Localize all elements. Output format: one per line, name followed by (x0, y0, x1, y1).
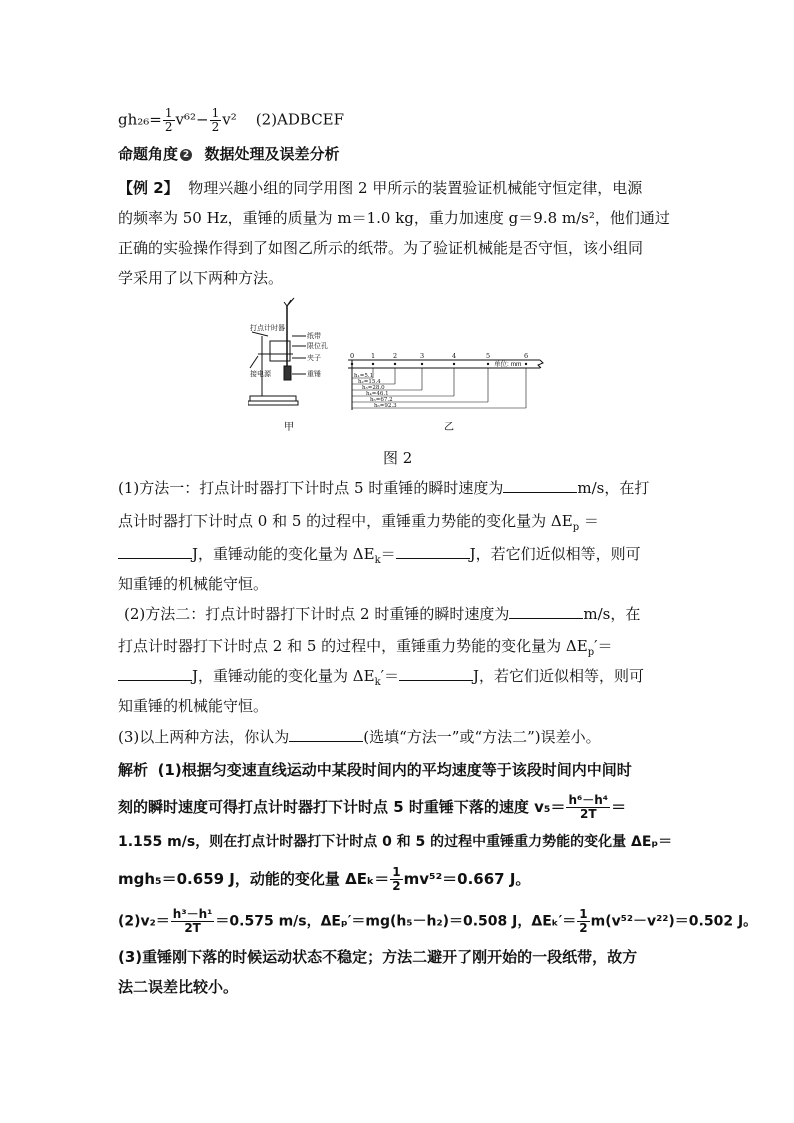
example-line-2: 的频率为 50 Hz，重锤的质量为 m＝1.0 kg，重力加速度 g＝9.8 m/s²，他们通过 (118, 209, 670, 227)
power-lead (250, 356, 258, 368)
tape-point-label: 5 (486, 352, 491, 360)
q2-line-1: (2)方法二：打点计时器打下计时点 2 时重锤的瞬时速度为 m/s，在 (124, 605, 641, 623)
label-tape: 纸带 (307, 333, 321, 340)
tape-point-label: 6 (524, 352, 529, 360)
label-hole: 限位孔 (307, 343, 328, 350)
tape-top (284, 298, 294, 306)
solution-line-2: 刻的瞬时速度可得打点计时器打下计时点 5 时重锤下落的速度 v₅＝ $\frac{\text{h⁶－h⁴}}{2T}$ ＝ (118, 793, 627, 821)
answer-blank[interactable] (503, 478, 577, 493)
h-label: h₄=46.1 (366, 391, 389, 398)
q2-line-3: J，重锤动能的变化量为 $\Delta E_k'= J$，若它们近似相等，则可 (118, 666, 644, 693)
label-timer: 打点计时器 (250, 325, 285, 332)
label-clip: 夹子 (307, 355, 321, 362)
label-jia: 甲 (284, 422, 294, 433)
figure-caption: 图 2 (383, 449, 413, 467)
fraction-half: $\frac{1}{2}$ (392, 865, 401, 893)
q2-line-4: 知重锤的机械能守恒。 (118, 697, 269, 715)
h-label: h₅=67.2 (370, 397, 393, 404)
h-label: h₆=92.3 (374, 403, 397, 410)
h-arrows (352, 373, 526, 409)
tape-dot (487, 363, 489, 365)
fraction: $\frac{\text{h⁶－h⁴}}{2T}$ (568, 793, 609, 821)
solution-line-4: mgh₅＝0.659 J，动能的变化量 ΔEₖ＝ $\frac{1}{2}$ mv⁵²＝0.667 J。 (118, 865, 531, 893)
fraction-half: $\frac{1}{2}$ (164, 106, 173, 134)
h-label: h₁=5.1 (354, 373, 374, 380)
q1-line-4: 知重锤的机械能守恒。 (118, 575, 269, 593)
solution-line-3: 1.155 m/s，则在打点计时器打下计时点 0 和 5 的过程中重锤重力势能的变化量 ΔEₚ＝ (118, 834, 673, 850)
solution-line-5: (2)v₂＝ $\frac{\text{h³－h¹}}{2T}$ ＝0.575 m/s，ΔEₚ′＝mg(h₅－h₂)＝0.508 J，ΔEₖ′＝ $\frac{1}{2}$ m(v⁵²－v²²)＝0.502 J。 (118, 907, 758, 935)
h-label: h₂=15.4 (358, 379, 381, 386)
tape-point-label: 0 (350, 352, 355, 360)
top-formula: gh₂₆= $\frac{1}{2}$ v⁶²− $\frac{1}{2}$ v² (2)ADBCEF (118, 106, 345, 134)
unit-label: 单位: mm (494, 361, 522, 368)
example-line-4: 学采用了以下两种方法。 (118, 269, 284, 287)
answer-blank[interactable] (396, 544, 470, 559)
q1-line-1: (1)方法一：打点计时器打下计时点 5 时重锤的瞬时速度为 m/s，在打 (118, 479, 650, 497)
tape-dot (421, 363, 423, 365)
tape-point-label: 4 (452, 352, 457, 360)
answer-blank[interactable] (509, 604, 583, 619)
q1-line-2: 点计时器打下计时点 0 和 5 的过程中，重锤重力势能的变化量为 $\Delta E_p$ ＝ (118, 512, 599, 533)
fraction-half: $\frac{1}{2}$ (211, 106, 220, 134)
example-line-3: 正确的实验操作得到了如图乙所示的纸带。为了验证机械能是否守恒，该小组同 (118, 239, 644, 257)
h-label: h₃=28.0 (362, 385, 385, 392)
q3-line: (3)以上两种方法，你认为 (选填“方法一”或“方法二”)误差小。 (118, 728, 601, 746)
example-line-1: 【例 2】 物理兴趣小组的同学用图 2 甲所示的装置验证机械能守恒定律，电源 (118, 179, 643, 197)
tape-dot (372, 363, 374, 365)
q1-line-3: J，重锤动能的变化量为 $\Delta E_k= J$，若它们近似相等，则可 (118, 544, 641, 571)
label-yi: 乙 (444, 422, 454, 433)
answer-blank[interactable] (289, 727, 363, 742)
tape-dot (394, 363, 396, 365)
apparatus (248, 298, 306, 405)
base-plate-bottom (248, 401, 298, 405)
number-badge-icon: 2 (180, 149, 192, 161)
answer-blank[interactable] (399, 666, 473, 681)
label-hammer: 重锤 (307, 371, 321, 378)
label-power: 接电源 (250, 371, 271, 378)
tape-point-label: 1 (371, 352, 376, 360)
tape-dot (453, 363, 455, 365)
answer-blank[interactable] (118, 544, 192, 559)
base-plate (250, 396, 296, 401)
tape-dot (525, 363, 527, 365)
q2-line-2: 打点计时器打下计时点 2 和 5 的过程中，重锤重力势能的变化量为 $\Delta E_p'=$ (118, 637, 613, 658)
solution-line-7: 法二误差比较小。 (118, 978, 239, 996)
experiment-diagram (248, 296, 548, 436)
solution-line-1: 解析 (1)根据匀变速直线运动中某段时间内的平均速度等于该段时间内中间时 (118, 761, 632, 779)
tape-point-label: 2 (393, 352, 398, 360)
fraction: $\frac{\text{h³－h¹}}{2T}$ (172, 907, 213, 935)
hammer-weight (284, 366, 291, 380)
tape-point-label: 3 (420, 352, 425, 360)
answer-blank[interactable] (118, 666, 192, 681)
fraction-half: $\frac{1}{2}$ (579, 907, 588, 935)
section-heading: 命题角度 2 数据处理及误差分析 (118, 145, 340, 163)
figure-2 (248, 296, 548, 436)
tape-dot (351, 363, 353, 365)
solution-line-6: (3)重锤刚下落的时候运动状态不稳定；方法二避开了刚开始的一段纸带，故方 (118, 948, 638, 966)
